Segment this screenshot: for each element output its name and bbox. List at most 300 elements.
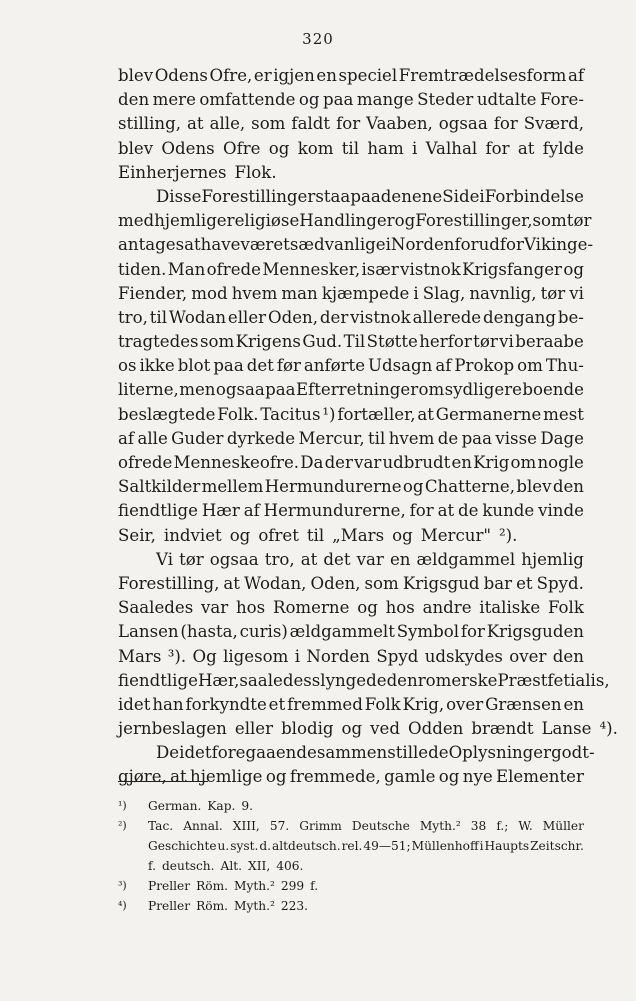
word: hjemlige [154, 211, 227, 231]
word: ikke [139, 356, 175, 376]
word: fetialis, [547, 670, 610, 690]
word: Oden, [310, 573, 361, 593]
text-line [118, 524, 584, 548]
word: ene [411, 186, 443, 206]
body-text [118, 64, 618, 790]
page-number: 320 [302, 30, 334, 48]
word: igjen [273, 66, 315, 85]
word: Steder [417, 90, 474, 110]
word: Vikinge- [523, 235, 594, 255]
word: literne, [118, 380, 179, 400]
text-line [118, 475, 584, 499]
word: Elementer [496, 767, 584, 787]
text-line [118, 741, 595, 765]
word: i [479, 186, 485, 206]
word: hjemlig [521, 549, 584, 569]
word: om [517, 356, 543, 376]
word: var [356, 549, 384, 569]
word: med [118, 211, 155, 231]
word: der [324, 453, 353, 472]
text-line [118, 330, 584, 354]
text-line [118, 717, 618, 741]
word: om [510, 453, 537, 472]
word: Menneskeofre. [173, 453, 300, 472]
word: de [458, 501, 479, 521]
word: blodig [281, 719, 334, 739]
word: foregaaende [211, 743, 317, 763]
footnote-rule [118, 781, 208, 782]
word: Myth.² [234, 899, 275, 913]
word: over [446, 694, 484, 714]
word: Fiender, [118, 283, 188, 303]
word: af [243, 501, 260, 521]
word: ligesom [223, 646, 289, 666]
text-line [118, 693, 584, 717]
text-line [118, 548, 584, 572]
text-line [118, 282, 584, 306]
word: mest [543, 404, 584, 424]
word: den [380, 186, 412, 206]
word: slyngede [311, 670, 387, 690]
word: Germanerne [435, 404, 542, 424]
word: Hær [201, 501, 240, 521]
text-line [118, 64, 584, 88]
word: fiendtlige [118, 501, 198, 521]
word: Norden [390, 235, 455, 255]
text-line [118, 378, 584, 402]
word: Myth.² [419, 819, 461, 833]
word: Seir, [118, 525, 156, 545]
word: og [392, 525, 413, 545]
word: ⁴). [599, 719, 618, 739]
footnote-line [118, 816, 584, 836]
word: forud [454, 235, 500, 255]
word: syst. [230, 839, 259, 853]
word: Alt. [220, 859, 243, 873]
word: Annal. [183, 819, 223, 833]
word: han [152, 694, 184, 714]
word: ogsaa [209, 549, 259, 569]
word: paa [323, 90, 354, 110]
word: Præst [497, 670, 548, 690]
word: i [413, 283, 419, 303]
word: Folk [547, 598, 584, 618]
text-line [118, 185, 584, 209]
word: blot [177, 356, 211, 376]
word: Vi [156, 549, 173, 569]
word: af [435, 356, 452, 376]
word: Odens [154, 66, 208, 85]
word: ogsaa [438, 114, 488, 134]
word: brændt [471, 719, 534, 739]
word: Ofre [222, 138, 261, 158]
word: sammenstillede [316, 743, 449, 763]
word: tiden. [118, 259, 167, 279]
word: Forestillinger [201, 186, 316, 206]
word: „Mars [332, 525, 385, 545]
word: om [418, 380, 445, 400]
word: var [354, 453, 382, 472]
word: boende [522, 380, 584, 400]
word: tragtedes [118, 332, 199, 352]
word: i [385, 235, 391, 255]
word: idet [118, 694, 151, 714]
word: Gud. [302, 332, 343, 352]
text-line [118, 572, 584, 596]
word: visse [495, 428, 537, 448]
word: f.; [496, 819, 509, 833]
text-line [118, 451, 584, 475]
word: gjøre, [118, 767, 167, 787]
word: os [118, 356, 137, 376]
text-line [118, 403, 584, 427]
word: ham [367, 138, 404, 158]
word: Chatterne, [424, 477, 516, 497]
word: (hasta, [180, 622, 238, 642]
word: kjæmpede [321, 283, 410, 303]
word: f. [310, 879, 319, 893]
word: altdeutsch. [271, 839, 341, 853]
word: at [300, 549, 318, 569]
word: paa [213, 356, 244, 376]
word: Symbol [396, 622, 460, 642]
word: 38 [470, 819, 487, 833]
word: til [368, 428, 386, 448]
word: Deutsche [351, 819, 410, 833]
word: ³). [167, 646, 187, 666]
text-line [118, 669, 610, 693]
word: Dage [540, 428, 584, 448]
word: 57. [269, 819, 290, 833]
word: dyrkede [226, 428, 296, 448]
word: for [409, 501, 434, 521]
word: vi [569, 283, 584, 303]
word: Udsagn [368, 356, 433, 376]
word: været [240, 235, 290, 255]
word: Wodan [168, 307, 227, 327]
word: curis) [239, 622, 288, 642]
word: Oplysninger [448, 743, 552, 763]
word: Odens [161, 138, 215, 158]
word: som [199, 332, 235, 352]
word: Hær, [197, 670, 240, 690]
footnote-line [118, 796, 584, 816]
word: Til [343, 332, 366, 352]
word: og [563, 259, 584, 279]
word: godt- [551, 743, 595, 763]
text-line [118, 161, 584, 185]
word: en [563, 694, 584, 714]
footnote-first-word [118, 876, 191, 896]
word: og [402, 477, 424, 497]
word: tro, [118, 307, 148, 327]
word: Da [300, 453, 324, 472]
word: udbrudt [382, 453, 451, 472]
word: der [319, 307, 349, 327]
word: til [306, 525, 325, 545]
word: blev [118, 138, 154, 158]
word: faldt [291, 114, 331, 134]
word: af [118, 428, 135, 448]
word: Fremtrædelsesform [398, 66, 567, 85]
word: ældgammel [416, 549, 516, 569]
word: Hermundurerne [264, 477, 402, 497]
text-line [118, 112, 584, 136]
word: Haupts [484, 839, 530, 853]
word: Röm. [196, 899, 229, 913]
word: og [298, 90, 320, 110]
word: hos [235, 598, 266, 618]
word: ofrede [206, 259, 261, 279]
word: en [389, 549, 411, 569]
word: nogle [537, 453, 584, 472]
word: Saaledes [118, 598, 194, 618]
word: ¹) [322, 404, 336, 424]
word: Man [167, 259, 206, 279]
word: XII, [248, 859, 271, 873]
word: Forbindelse [484, 186, 584, 206]
word: over [509, 646, 547, 666]
word: vinde [538, 501, 584, 521]
text-line [118, 209, 592, 233]
word: Krigens [235, 332, 301, 352]
footnote-marker: ³) [118, 879, 127, 892]
word: til [341, 138, 360, 158]
word: Disse [156, 186, 202, 206]
word: en [451, 453, 472, 472]
word: eller [227, 307, 267, 327]
word: Folk [364, 694, 401, 714]
word: at [417, 404, 434, 424]
word: mange [356, 90, 414, 110]
word: Lansen [118, 622, 179, 642]
word: 9. [241, 799, 254, 813]
word: Romerne [272, 598, 350, 618]
word: staa [315, 186, 351, 206]
word: Mennesker, [262, 259, 361, 279]
text-line [118, 596, 584, 620]
footnote-line [118, 896, 584, 916]
word: hvem [231, 283, 278, 303]
word: fremmede, [289, 767, 381, 787]
word: speciel [338, 66, 398, 85]
word: og [268, 138, 290, 158]
word: kom [297, 138, 334, 158]
footnote-first-word [118, 816, 174, 836]
word: paa [265, 380, 296, 400]
word: Krigsguden [486, 622, 584, 642]
word: Hermundurerne, [263, 501, 406, 521]
word: den [118, 90, 150, 110]
word: til [149, 307, 168, 327]
word: Preller [148, 879, 191, 893]
word: at [170, 767, 187, 787]
word: man [281, 283, 318, 303]
footnote-first-word [118, 896, 191, 916]
word: den [552, 646, 584, 666]
word: Vaaben, [366, 114, 433, 134]
word: rel. [341, 839, 363, 853]
word: Ofre, [209, 66, 253, 85]
word: og [341, 719, 363, 739]
word: navnlig, [469, 283, 537, 303]
footnote-line [118, 836, 584, 856]
word: andre [422, 598, 472, 618]
word: eller [234, 719, 274, 739]
word: Støtte [366, 332, 418, 352]
word: ogsaa [215, 380, 265, 400]
word: var [201, 598, 229, 618]
word: Tac. [148, 819, 174, 833]
word: De [156, 743, 180, 763]
word: stilling, [118, 114, 181, 134]
word: vi [499, 332, 514, 352]
word: og [265, 767, 287, 787]
word: tør [473, 332, 498, 352]
word: og [394, 211, 416, 231]
word: ældgammelt [289, 622, 395, 642]
word: Krig [473, 453, 510, 472]
word: Zeitschr. [530, 839, 584, 853]
word: 406. [276, 859, 304, 873]
text-line [118, 306, 584, 330]
word: en [316, 66, 337, 85]
word: Thu- [545, 356, 584, 376]
word: udtalte [476, 90, 537, 110]
word: Mercur, [298, 428, 365, 448]
word: at [517, 138, 535, 158]
word: Lanse [541, 719, 592, 739]
word: fortæller, [337, 404, 416, 424]
word: det [323, 549, 351, 569]
word: før [276, 356, 301, 376]
text-line [118, 620, 584, 644]
word: for [336, 114, 361, 134]
word: Valhal [425, 138, 478, 158]
word: dengang [483, 307, 556, 327]
footnote-marker: ⁴) [118, 899, 127, 912]
word: XIII, [232, 819, 260, 833]
word: Fore- [539, 90, 584, 110]
word: blev [516, 477, 552, 497]
text-line [118, 765, 584, 789]
word: nye [462, 767, 493, 787]
word: for [485, 138, 510, 158]
word: i [479, 839, 484, 853]
word: og [357, 598, 378, 618]
word: et [268, 694, 286, 714]
footnote-marker: ¹) [118, 799, 127, 812]
footnotes [118, 796, 584, 916]
word: Forestilling, [118, 573, 220, 593]
word: kunde [482, 501, 535, 521]
word: gamle [384, 767, 436, 787]
word: Einherjernes [118, 162, 227, 182]
word: d. [259, 839, 272, 853]
footnote-first-word [118, 796, 202, 816]
word: alle [137, 428, 168, 448]
word: Prokop [454, 356, 515, 376]
word: som [251, 114, 286, 134]
word: Mercur" [420, 525, 492, 545]
word: anførte [303, 356, 366, 376]
word: som [532, 211, 567, 231]
word: Side [442, 186, 480, 206]
word: ofret [258, 525, 299, 545]
word: i [294, 646, 301, 666]
word: allerede [412, 307, 482, 327]
word: at [223, 573, 240, 593]
word: omfattende [199, 90, 296, 110]
word: Preller [148, 899, 191, 913]
word: Sværd, [523, 114, 584, 134]
word: tør [566, 211, 592, 231]
word: Grænsen [485, 694, 562, 714]
word: hvem [388, 428, 435, 448]
word: Efterretninger [295, 380, 419, 400]
word: alle, [209, 114, 246, 134]
word: have [200, 235, 241, 255]
word: for [499, 235, 524, 255]
word: som [364, 573, 399, 593]
word: sydligere [444, 380, 522, 400]
word: det [184, 743, 212, 763]
word: tro, [264, 549, 295, 569]
word: tør [179, 549, 204, 569]
word: og [438, 767, 460, 787]
word: W. [518, 819, 533, 833]
word: men [179, 380, 216, 400]
word: 223. [280, 899, 309, 913]
word: de [437, 428, 459, 448]
text-line [118, 88, 584, 112]
word: det [246, 356, 274, 376]
word: Og [192, 646, 217, 666]
word: Tacitus [260, 404, 321, 424]
word: italiske [479, 598, 541, 618]
word: ved [370, 719, 400, 739]
footnote-line [118, 856, 584, 876]
word: Saltkilder [118, 477, 201, 497]
word: Slag, [422, 283, 466, 303]
word: ofrede [118, 453, 173, 472]
word: Müller [542, 819, 584, 833]
word: Wodan, [244, 573, 307, 593]
word: den [552, 477, 584, 497]
word: især [361, 259, 399, 279]
word: deutsch. [161, 859, 215, 873]
word: beslægtede [118, 404, 216, 424]
word: Röm. [196, 879, 229, 893]
word: et [516, 573, 533, 593]
word: for [460, 622, 485, 642]
word: religiøse [226, 211, 300, 231]
text-line [118, 233, 594, 257]
word: Norden [306, 646, 370, 666]
word: at [437, 501, 455, 521]
word: hjemlige [190, 767, 263, 787]
word: Forestillinger, [415, 211, 533, 231]
word: Folk. [217, 404, 259, 424]
word: German. [148, 799, 202, 813]
word: 299 [280, 879, 305, 893]
word: saaledes [239, 670, 312, 690]
word: at [187, 114, 204, 134]
word: 49—51; [363, 839, 411, 853]
text-line [118, 645, 584, 669]
word: mellem [201, 477, 264, 497]
word: Oden, [267, 307, 318, 327]
